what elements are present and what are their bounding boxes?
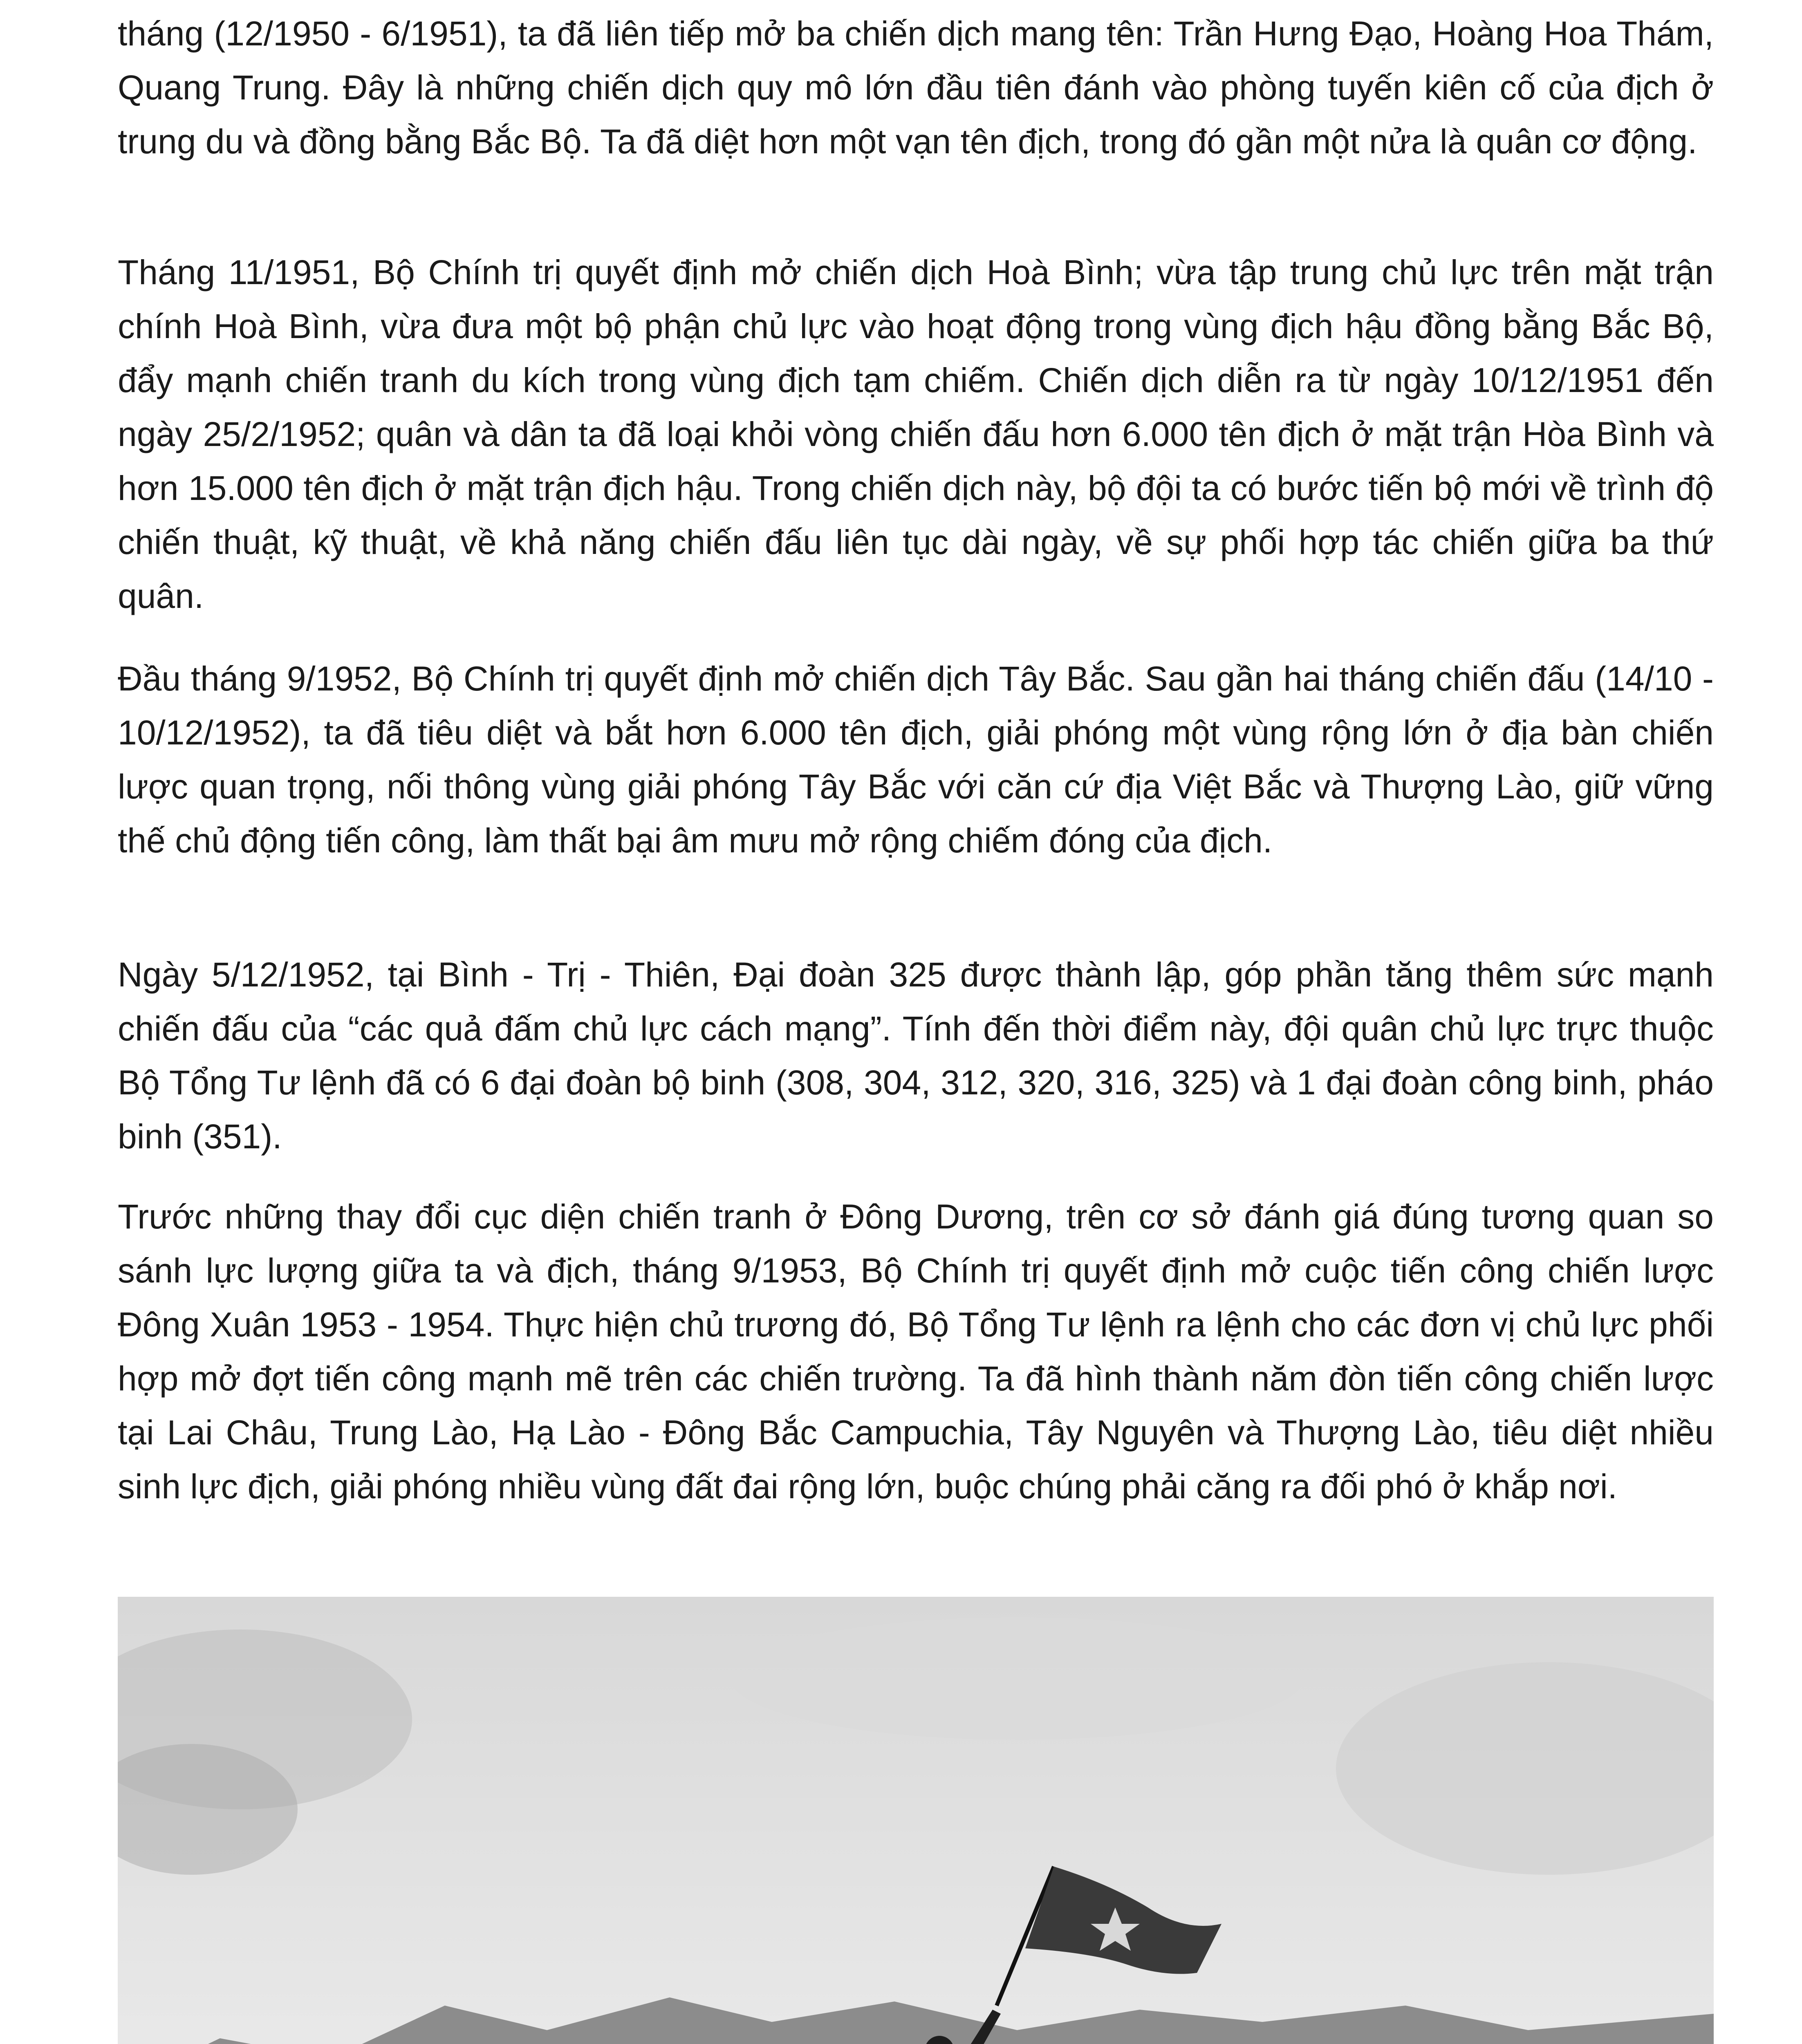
paragraph-1: tháng (12/1950 - 6/1951), ta đã liên tiếp mở ba chiến dịch mang tên: Trần Hưng Đạo, Hoàng Hoa Thám, Quang Trung. Đây là những chiến dịch quy mô lớn đầu tiên đánh vào phòng tuyến kiên cố của địch ở trung du và đồng bằng Bắc Bộ. Ta đã diệt hơn một vạn tên địch, trong đó gần một nửa là quân cơ động. xyxy=(118,14,1714,161)
historical-photo xyxy=(118,1597,1714,2044)
paragraph-3: Đầu tháng 9/1952, Bộ Chính trị quyết định mở chiến dịch Tây Bắc. Sau gần hai tháng chiến đấu (14/10 - 10/12/1952), ta đã tiêu diệt và bắt hơn 6.000 tên địch, giải phóng một vùng rộng lớn ở địa bàn chiến lược quan trọng, nối thông vùng giải phóng Tây Bắc với căn cứ địa Việt Bắc và Thượng Lào, giữ vững thế chủ động tiến công, làm thất bại âm mưu mở rộng chiếm đóng của địch. xyxy=(118,659,1714,860)
paragraph-5: Trước những thay đổi cục diện chiến tranh ở Đông Dương, trên cơ sở đánh giá đúng tương quan so sánh lực lượng giữa ta và địch, tháng 9/1953, Bộ Chính trị quyết định mở cuộc tiến công chiến lược Đông Xuân 1953 - 1954. Thực hiện chủ trương đó, Bộ Tổng Tư lệnh ra lệnh cho các đơn vị chủ lực phối hợp mở đợt tiến công mạnh mẽ trên các chiến trường. Ta đã hình thành năm đòn tiến công chiến lược tại Lai Châu, Trung Lào, Hạ Lào - Đông Bắc Campuchia, Tây Nguyên và Thượng Lào, tiêu diệt nhiều sinh lực địch, giải phóng nhiều vùng đất đai rộng lớn, buộc chúng phải căng ra đối phó ở khắp nơi. xyxy=(118,1197,1714,1506)
historical-photo-image xyxy=(118,1597,1714,2044)
paragraph-4: Ngày 5/12/1952, tại Bình - Trị - Thiên, Đại đoàn 325 được thành lập, góp phần tăng thêm sức mạnh chiến đấu của “các quả đấm chủ lực cách mạng”. Tính đến thời điểm này, đội quân chủ lực trực thuộc Bộ Tổng Tư lệnh đã có 6 đại đoàn bộ binh (308, 304, 312, 320, 316, 325) và 1 đại đoàn công binh, pháo binh (351). xyxy=(118,955,1714,1156)
paragraph-2: Tháng 11/1951, Bộ Chính trị quyết định mở chiến dịch Hoà Bình; vừa tập trung chủ lực trên mặt trận chính Hoà Bình, vừa đưa một bộ phận chủ lực vào hoạt động trong vùng địch hậu đồng bằng Bắc Bộ, đẩy mạnh chiến tranh du kích trong vùng địch tạm chiếm. Chiến dịch diễn ra từ ngày 10/12/1951 đến ngày 25/2/1952; quân và dân ta đã loại khỏi vòng chiến đấu hơn 6.000 tên địch ở mặt trận Hòa Bình và hơn 15.000 tên địch ở mặt trận địch hậu. Trong chiến dịch này, bộ đội ta có bước tiến bộ mới về trình độ chiến thuật, kỹ thuật, về khả năng chiến đấu liên tục dài ngày, về sự phối hợp tác chiến giữa ba thứ quân. xyxy=(118,253,1714,615)
document-page xyxy=(118,0,1714,2044)
